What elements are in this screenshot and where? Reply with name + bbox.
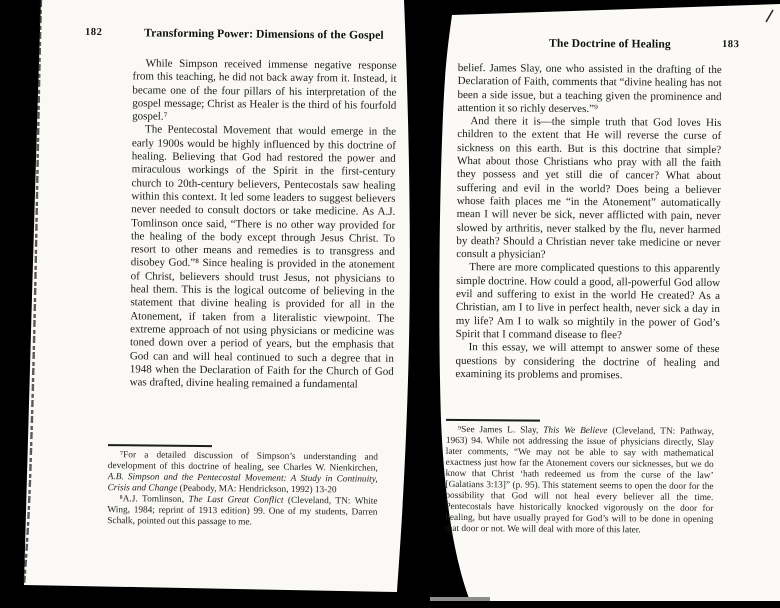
right-running-title: The Doctrine of Healing [549,36,671,51]
footnote: ⁷For a detailed discussion of Simpson’s understanding and development of this doctrine of healing, see Charles W. Nienkirchen, A.B. Simpson and the Pentecostal Movement: A Study in Continuity, Crisis and Change (Peabody, MA: Hendrickson, 1992) 13-20 [107,449,378,495]
body-paragraph: In this essay, we will attempt to answer some of these questions by considering the doctrine of healing and examining its problems and promises. [455,341,720,382]
right-footnotes [445,419,714,537]
left-page-number: 182 [84,26,103,39]
body-paragraph: The Pentecostal Movement that would emerge in the early 1900s would be highly influenced by this doctrine of healing. Believing that God had restored the power and miraculous workings of the Spirit in the first-century church to 20th-century believers, Pentecostals saw healing within this context. It led some leaders to suggest believers never needed to consult doctors or take medicine. As A.J. Tomlinson once said, “There is no other way provided for the healing of the body except through Jesus Christ. To resort to other means and remedies is to transgress and disobey God.”⁸ Since healing is provided in the atonement of Christ, believers should trust Jesus, not physicians to heal them. This is the logical outcome of believing in the statement that divine healing is provided for all in the Atonement, if taken from a literalistic viewpoint. The extreme approach of not using physicians or medicine was toned down over a period of years, but the emphasis that God can and will heal continued to such a degree that in 1948 when the Declaration of Faith for the Church of God was drafted, divine healing remained a fundamental [129,123,397,391]
body-paragraph: belief. James Slay, one who assisted in the drafting of the Declaration of Faith, comments that “divine healing has not been a side issue, but a teaching given the prominence and attention it so richly deserves.”⁹ [457,61,722,115]
left-running-title: Transforming Power: Dimensions of the Gospel [144,26,384,42]
body-paragraph: There are more complicated questions to this apparently simple doctrine. How could a good, all-powerful God allow evil and suffering to exist in the world He created? As a Christian, am I to live in perfect health, never sick a day in my life? Am I to walk so mightily in the power of God’s Spirit that I command disease to flee? [455,261,721,342]
right-page-number: 183 [721,39,740,51]
footnote: ⁹See James L. Slay, This We Believe (Cleveland, TN: Pathway, 1963) 94. While not addressing the issue of physicians directly, Slay later comments, “We may not be able to say with mathematical exactness just how far the Atonement covers our sicknesses, but we do know that Christ ‘hath redeemed us from the curse of the law’ [Galatians 3:13]” (p. 95). This statement seems to open the door for the possibility that God will not heal every believer all the time. Pentecostals have historically knocked vigorously on the door for healing, but have usually prayed for God’s will to be done in opening that door or not. We will deal with more of this later. [445,424,714,535]
footnote-separator [446,419,540,421]
footnote: ⁸A.J. Tomlinson, The Last Great Conflict (Cleveland, TN: White Wing, 1984; reprint of 1913 edition) 99. One of my students, Darren Schalk, pointed out this passage to me. [107,493,378,527]
body-paragraph: And there it is—the simple truth that God loves His children to the extent that He will reverse the curse of sickness on this earth. But is this doctrine that simple? What about those Christians who pray with all the faith they possess and yet still die of cancer? What about suffering and evil in the world? Does being a believer whose faith places me “in the Atonement” automatically mean I will never be sick, never afflicted with pain, never slowed by arthritis, never stalked by the flu, never harmed by death? Should a Christian never take medicine or never consult a physician? [456,115,722,261]
right-body-text [455,62,721,383]
right-footnote-text [445,424,714,536]
body-paragraph: While Simpson received immense negative response from this teaching, he did not back away from it. Instead, it became one of the four pillars of his interpretation of the gospel message; Christ as Healer is the third of his fourfold gospel.⁷ [132,57,397,123]
